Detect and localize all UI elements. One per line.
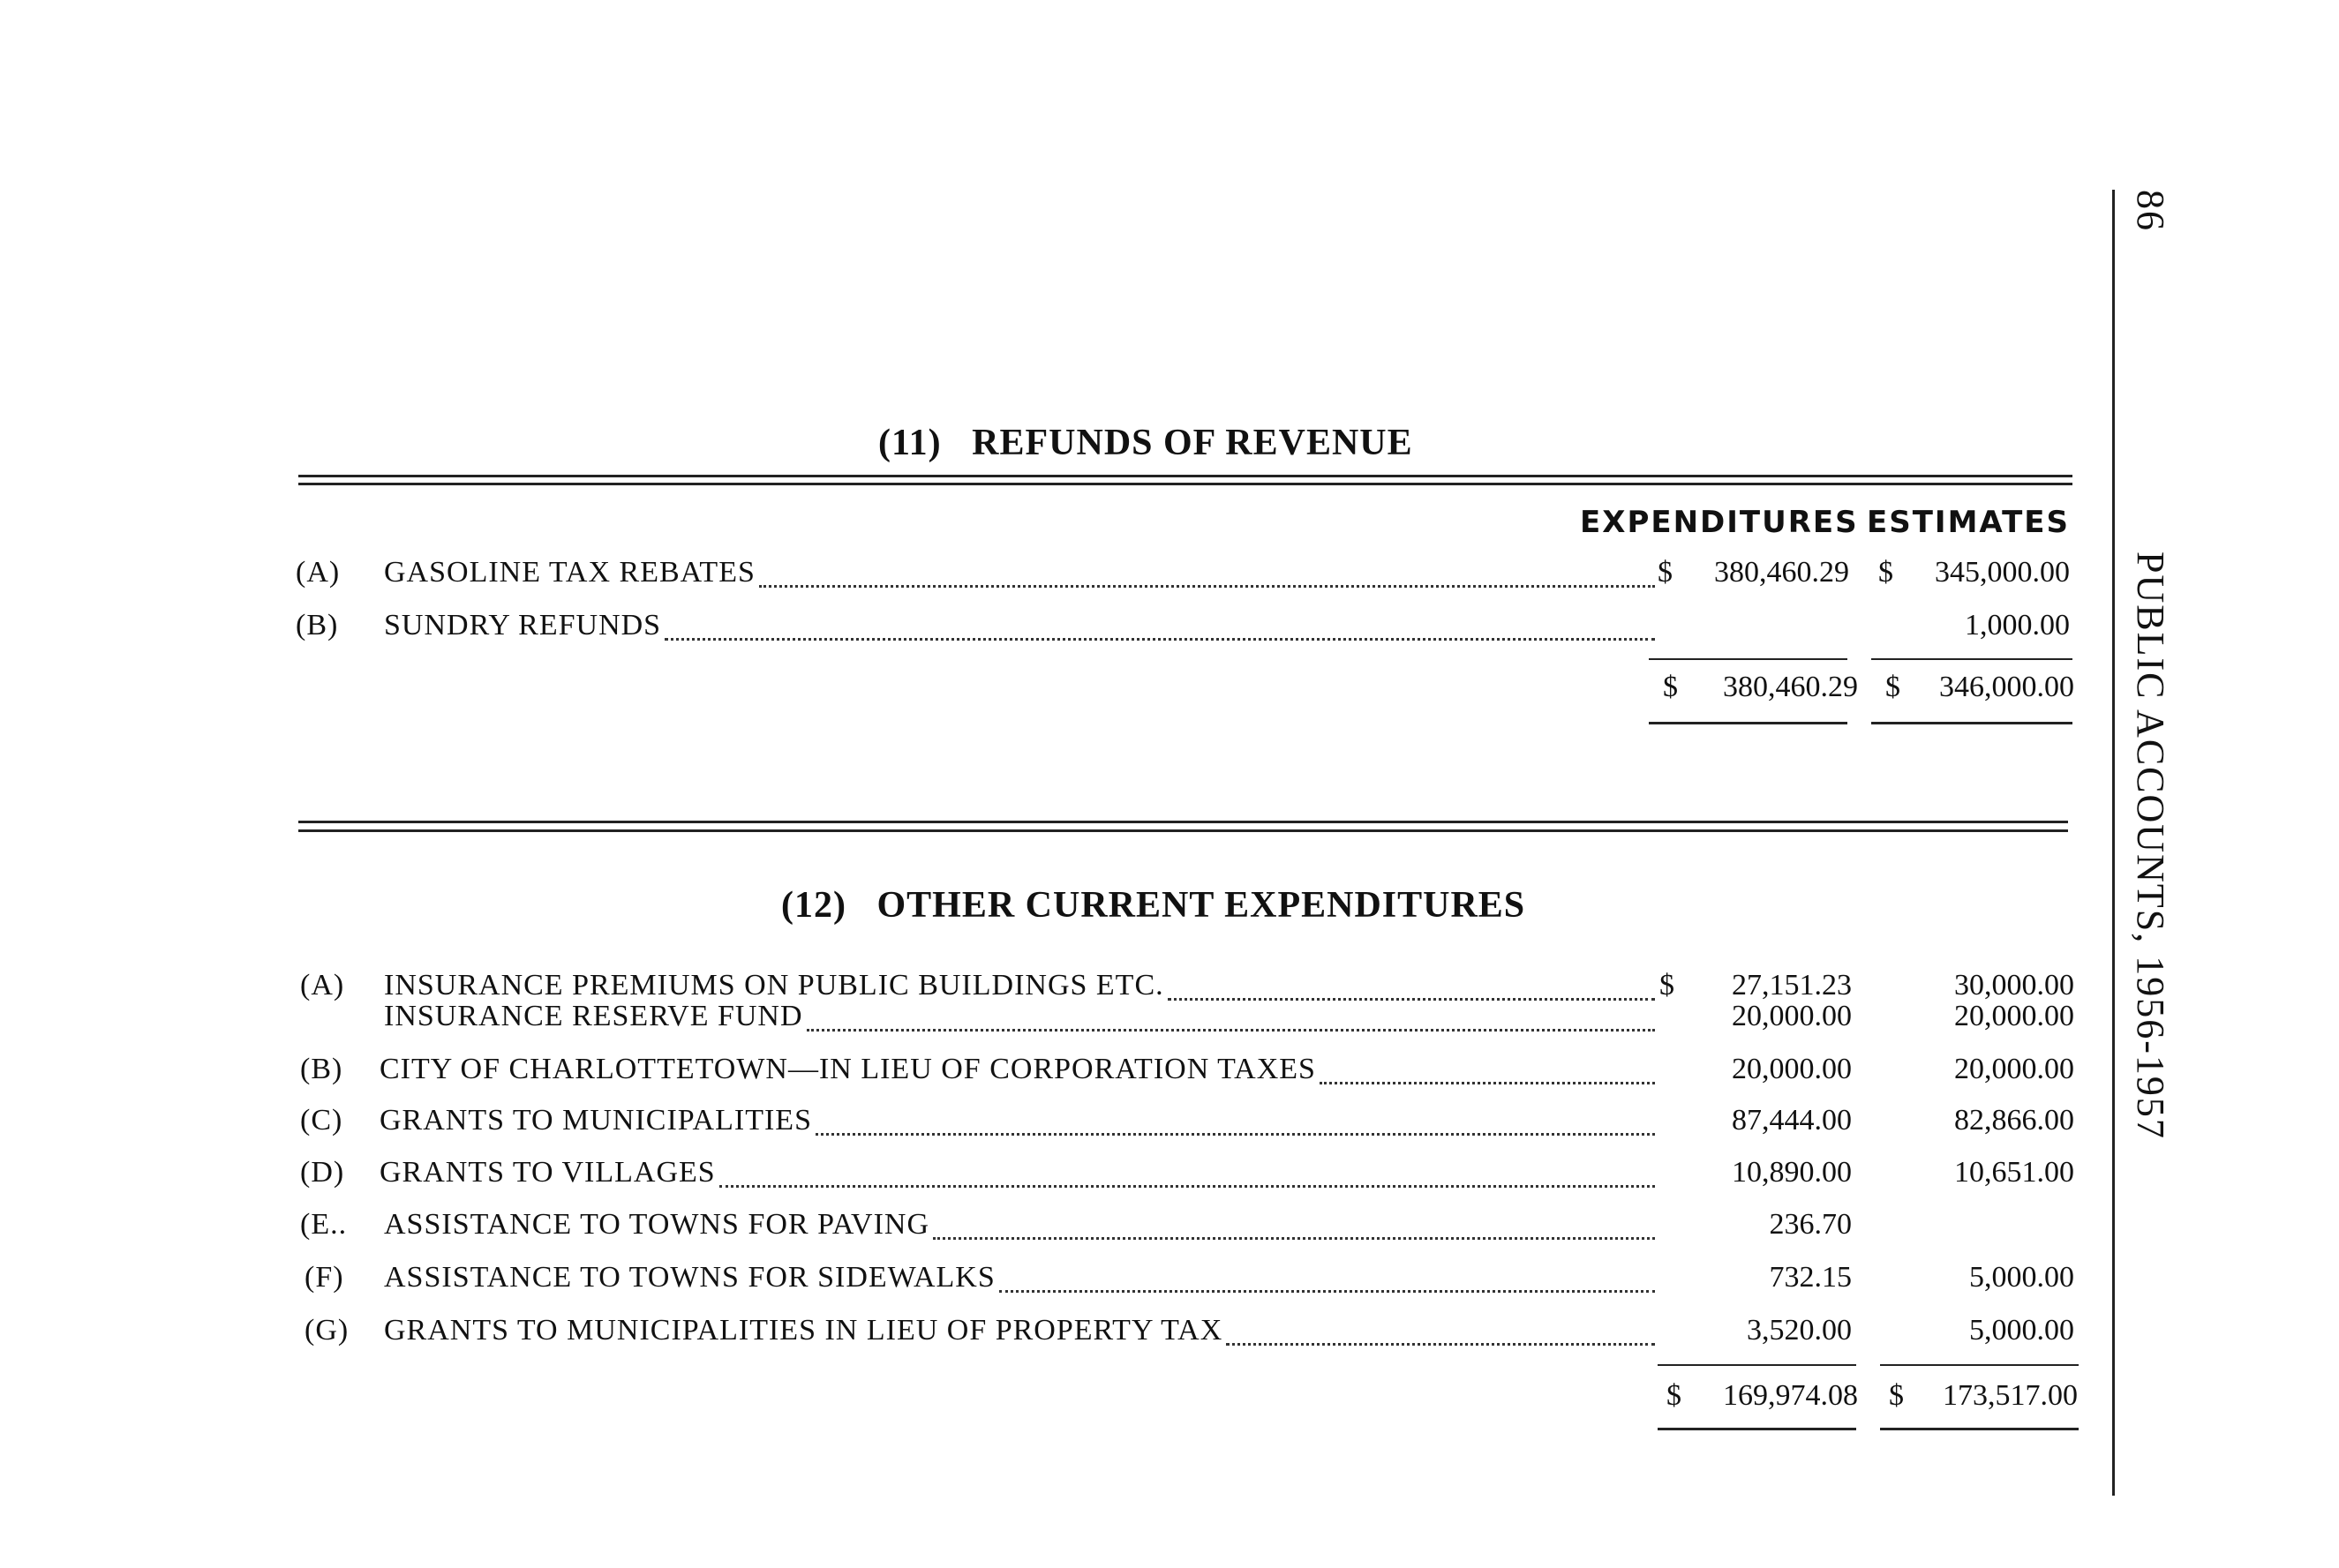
expenditure-amount: 10,890.00	[1732, 1156, 1852, 1189]
section-11-row-b	[296, 609, 2079, 649]
dot-leader	[759, 585, 1655, 588]
estimate-amount: 10,651.00	[1954, 1156, 2074, 1189]
dot-leader	[719, 1185, 1655, 1188]
section-separator-bottom	[298, 829, 2068, 832]
row-label: (C)	[300, 1104, 343, 1137]
page-number: 86	[2129, 190, 2172, 232]
row-description: INSURANCE RESERVE FUND	[384, 1000, 803, 1032]
estimate-amount: 20,000.00	[1954, 1000, 2074, 1032]
dot-leader	[933, 1237, 1655, 1240]
dollar-sign: $	[1666, 1379, 1681, 1412]
section-11-title: (11) REFUNDS OF REVENUE	[878, 423, 1413, 463]
estimate-amount: 345,000.00	[1935, 556, 2070, 589]
margin-rule	[2112, 190, 2115, 1496]
section-11-rule-top	[298, 475, 2072, 477]
dollar-sign: $	[1659, 969, 1674, 1002]
row-description: GRANTS TO VILLAGES	[380, 1156, 716, 1189]
expenditures-header: EXPENDITURES	[1580, 505, 1859, 540]
row-label: (G)	[305, 1314, 350, 1347]
total-rule-exp	[1649, 722, 1847, 724]
row-label: (F)	[305, 1261, 344, 1294]
subtotal-rule-est	[1871, 658, 2072, 660]
total-expenditures: 169,974.08	[1723, 1379, 1858, 1412]
row-label: (A)	[300, 969, 345, 1002]
dot-leader	[1226, 1343, 1655, 1346]
total-estimates: 346,000.00	[1939, 671, 2074, 703]
dollar-sign: $	[1663, 671, 1678, 703]
estimate-amount: 5,000.00	[1969, 1261, 2074, 1294]
expenditure-amount: 87,444.00	[1732, 1104, 1852, 1137]
estimate-amount: 82,866.00	[1954, 1104, 2074, 1137]
row-description: GRANTS TO MUNICIPALITIES IN LIEU OF PROPERTY TAX	[384, 1314, 1223, 1347]
dollar-sign: $	[1658, 556, 1673, 589]
estimates-header: ESTIMATES	[1867, 505, 2070, 540]
running-title: PUBLIC ACCOUNTS, 1956-1957	[2129, 551, 2172, 1140]
row-description: INSURANCE PREMIUMS ON PUBLIC BUILDINGS ETC.	[384, 969, 1164, 1002]
expenditure-amount: 20,000.00	[1732, 1053, 1852, 1085]
row-description: ASSISTANCE TO TOWNS FOR PAVING	[384, 1208, 930, 1241]
subtotal-rule-est	[1880, 1364, 2079, 1366]
estimate-amount: 1,000.00	[1965, 609, 2070, 641]
dollar-sign: $	[1885, 671, 1900, 703]
dot-leader	[807, 1029, 1655, 1032]
dollar-sign: $	[1878, 556, 1893, 589]
expenditure-amount: 20,000.00	[1732, 1000, 1852, 1032]
row-label: (A)	[296, 556, 341, 589]
row-label: (D)	[300, 1156, 345, 1189]
expenditure-amount: 380,460.29	[1714, 556, 1849, 589]
row-description: GASOLINE TAX REBATES	[384, 556, 756, 589]
dollar-sign: $	[1889, 1379, 1904, 1412]
estimate-amount: 20,000.00	[1954, 1053, 2074, 1085]
expenditure-amount: 3,520.00	[1747, 1314, 1852, 1347]
row-label: (B)	[296, 609, 339, 641]
section-separator-top	[298, 821, 2068, 823]
dot-leader	[1320, 1082, 1655, 1084]
expenditure-amount: 27,151.23	[1732, 969, 1852, 1002]
dot-leader	[665, 638, 1655, 641]
total-expenditures: 380,460.29	[1723, 671, 1858, 703]
total-rule-exp	[1658, 1428, 1856, 1430]
row-description: SUNDRY REFUNDS	[384, 609, 662, 641]
total-rule-est	[1880, 1428, 2079, 1430]
expenditure-amount: 732.15	[1769, 1261, 1852, 1294]
total-estimates: 173,517.00	[1943, 1379, 2078, 1412]
subtotal-rule-exp	[1658, 1364, 1856, 1366]
row-description: CITY OF CHARLOTTETOWN—IN LIEU OF CORPORATION TAXES	[380, 1053, 1316, 1085]
row-description: GRANTS TO MUNICIPALITIES	[380, 1104, 812, 1137]
dot-leader	[816, 1133, 1655, 1136]
subtotal-rule-exp	[1649, 658, 1847, 660]
row-label: (E..	[300, 1208, 348, 1241]
total-rule-est	[1871, 722, 2072, 724]
estimate-amount: 30,000.00	[1954, 969, 2074, 1002]
row-label: (B)	[300, 1053, 343, 1085]
expenditure-amount: 236.70	[1769, 1208, 1852, 1241]
section-12-title: (12) OTHER CURRENT EXPENDITURES	[781, 885, 1526, 926]
row-description: ASSISTANCE TO TOWNS FOR SIDEWALKS	[384, 1261, 996, 1294]
estimate-amount: 5,000.00	[1969, 1314, 2074, 1347]
dot-leader	[999, 1290, 1655, 1293]
section-11-rule-bottom	[298, 483, 2072, 485]
